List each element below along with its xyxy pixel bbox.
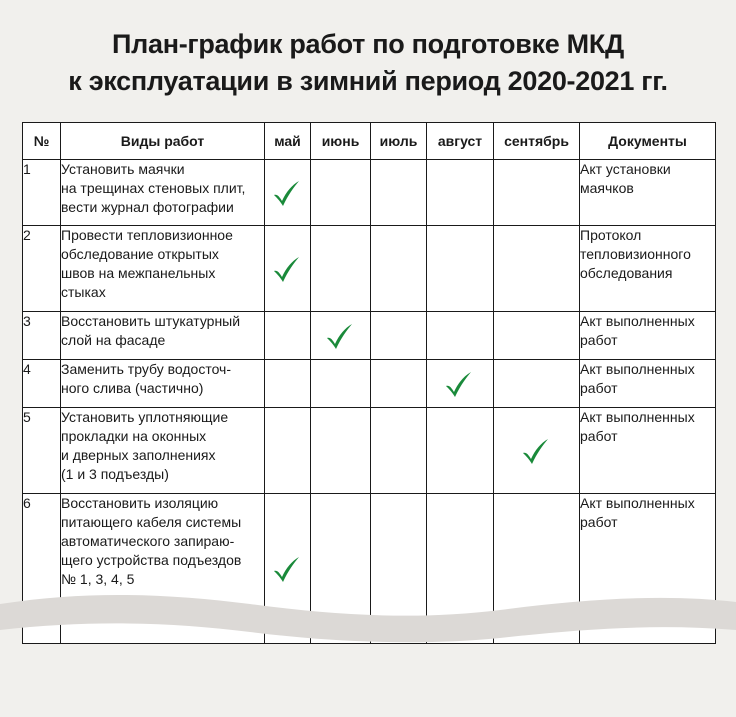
month-cell-june: [311, 226, 371, 312]
wave-band: [0, 595, 736, 642]
work-line: вести журнал фотографии: [61, 199, 234, 215]
table-row: [23, 408, 716, 494]
work-line: щего устройства подъездов: [61, 552, 242, 568]
document-line: Акт выполненных: [580, 361, 695, 377]
document-line: обследования: [580, 265, 673, 281]
header-num: №: [23, 123, 61, 160]
document-cell: [580, 226, 716, 312]
work-line: Провести тепловизионное: [61, 227, 233, 243]
page-title: [0, 26, 736, 100]
header-month-september: сентябрь: [494, 123, 580, 160]
document-line: работ: [580, 428, 618, 444]
checkmark-icon: [271, 179, 301, 209]
document-line: маячков: [580, 180, 634, 196]
torn-edge-decoration: [0, 590, 736, 650]
month-cell-september: [494, 226, 580, 312]
checkmark-icon: [520, 437, 550, 467]
work-line: слой на фасаде: [61, 332, 166, 348]
table-row: [23, 360, 716, 408]
header-month-may: май: [265, 123, 311, 160]
schedule-table: [22, 122, 716, 644]
work-line: и дверных заполнениях: [61, 447, 216, 463]
document-line: работ: [580, 514, 618, 530]
checkmark-icon: [324, 322, 354, 352]
row-number: 2: [23, 226, 61, 312]
month-cell-may: [265, 408, 311, 494]
work-line: обследование открытых: [61, 246, 219, 262]
header-row: [23, 123, 716, 160]
header-work: Виды работ: [61, 123, 265, 160]
header-docs: Документы: [580, 123, 716, 160]
document-line: работ: [580, 380, 618, 396]
title-line-1: План-график работ по подготовке МКД: [112, 29, 624, 59]
month-cell-may: [265, 312, 311, 360]
month-cell-september: [494, 408, 580, 494]
month-cell-july: [371, 312, 427, 360]
row-number: 3: [23, 312, 61, 360]
work-description: [61, 160, 265, 226]
month-cell-july: [371, 360, 427, 408]
work-line: (1 и 3 подъезды): [61, 466, 169, 482]
row-number: 5: [23, 408, 61, 494]
document-line: тепловизионного: [580, 246, 691, 262]
document-cell: [580, 160, 716, 226]
document-line: Акт выполненных: [580, 495, 695, 511]
month-cell-august: [427, 312, 494, 360]
header-month-august: август: [427, 123, 494, 160]
work-line: стыках: [61, 284, 106, 300]
work-description: [61, 312, 265, 360]
work-line: автоматического запираю-: [61, 533, 235, 549]
work-line: швов на межпанельных: [61, 265, 216, 281]
work-line: Установить маячки: [61, 161, 185, 177]
document-cell: [580, 360, 716, 408]
work-line: Восстановить штукатурный: [61, 313, 241, 329]
header-month-july: июль: [371, 123, 427, 160]
month-cell-june: [311, 360, 371, 408]
work-line: Восстановить изоляцию: [61, 495, 219, 511]
work-description: [61, 408, 265, 494]
row-number: 1: [23, 160, 61, 226]
month-cell-july: [371, 226, 427, 312]
month-cell-july: [371, 160, 427, 226]
row-number: 6: [23, 494, 61, 644]
month-cell-september: [494, 312, 580, 360]
work-line: № 1, 3, 4, 5: [61, 571, 135, 587]
table-row: [23, 226, 716, 312]
row-number: 4: [23, 360, 61, 408]
month-cell-august: [427, 226, 494, 312]
work-line: ного слива (частично): [61, 380, 204, 396]
work-description: [61, 360, 265, 408]
month-cell-june: [311, 312, 371, 360]
work-line: питающего кабеля системы: [61, 514, 242, 530]
checkmark-icon: [271, 555, 301, 585]
document-line: Акт выполненных: [580, 313, 695, 329]
table-row: [23, 160, 716, 226]
work-description: [61, 226, 265, 312]
month-cell-june: [311, 160, 371, 226]
document-line: Акт выполненных: [580, 409, 695, 425]
month-cell-may: [265, 360, 311, 408]
work-line: Заменить трубу водосточ-: [61, 361, 232, 377]
title-line-2: к эксплуатации в зимний период 2020-2021 гг.: [68, 66, 668, 96]
month-cell-august: [427, 360, 494, 408]
header-month-june: июнь: [311, 123, 371, 160]
document-line: работ: [580, 332, 618, 348]
document-line: Акт установки: [580, 161, 671, 177]
month-cell-august: [427, 408, 494, 494]
month-cell-september: [494, 360, 580, 408]
month-cell-august: [427, 160, 494, 226]
work-line: на трещинах стеновых плит,: [61, 180, 246, 196]
month-cell-may: [265, 226, 311, 312]
table-row: [23, 312, 716, 360]
month-cell-september: [494, 160, 580, 226]
work-line: Установить уплотняющие: [61, 409, 229, 425]
month-cell-june: [311, 408, 371, 494]
document-cell: [580, 408, 716, 494]
checkmark-icon: [443, 370, 473, 400]
month-cell-may: [265, 160, 311, 226]
document-cell: [580, 312, 716, 360]
month-cell-july: [371, 408, 427, 494]
checkmark-icon: [271, 255, 301, 285]
work-line: прокладки на оконных: [61, 428, 207, 444]
document-line: Протокол: [580, 227, 642, 243]
